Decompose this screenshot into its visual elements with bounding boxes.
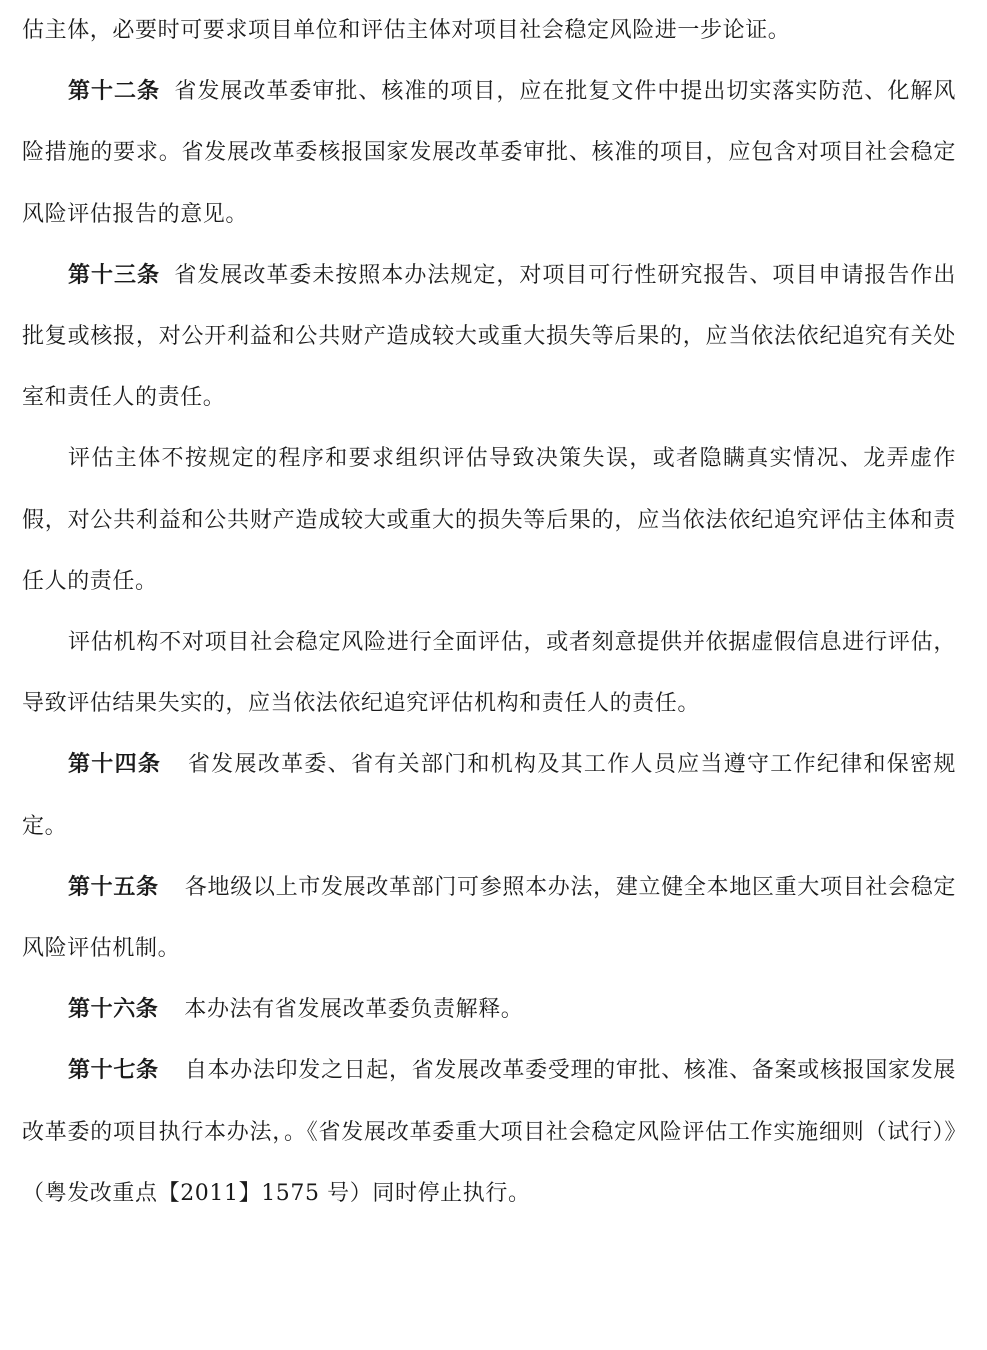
paragraph-continuation xyxy=(22,0,956,61)
article-heading: 第十七条 xyxy=(68,1057,159,1084)
article-heading: 第十四条 xyxy=(68,751,162,778)
paragraph-assessment-agency xyxy=(22,612,956,734)
article-heading: 第十五条 xyxy=(68,873,159,900)
article-13 xyxy=(22,245,956,429)
article-text: 省发展改革委审批、核准的项目，应在批复文件中提出切实落实防范、化解风险措施的要求。省发展改革委核报国家发展改革委审批、核准的项目，应包含对项目社会稳定风险评估报告的意见。 xyxy=(22,79,956,227)
document-body xyxy=(22,0,956,1224)
article-17 xyxy=(22,1040,956,1224)
paragraph-text: 评估机构不对项目社会稳定风险进行全面评估，或者刻意提供并依据虚假信息进行评估，导致评估结果失实的，应当依法依纪追究评估机构和责任人的责任。 xyxy=(22,630,956,717)
article-text: 各地级以上市发展改革部门可参照本办法，建立健全本地区重大项目社会稳定风险评估机制。 xyxy=(22,874,957,962)
article-15 xyxy=(22,857,956,979)
article-16 xyxy=(22,979,956,1040)
paragraph-text: 评估主体不按规定的程序和要求组织评估导致决策失误，或者隐瞒真实情况、龙弄虚作假，对公共利益和公共财产造成较大或重大的损失等后果的，应当依法依纪追究评估主体和责任人的责任。 xyxy=(22,446,956,594)
article-text: 省发展改革委未按照本办法规定，对项目可行性研究报告、项目申请报告作出批复或核报，对公开利益和公共财产造成较大或重大损失等后果的，应当依法依纪追究有关处室和责任人的责任。 xyxy=(22,262,956,411)
article-12 xyxy=(22,61,956,245)
article-heading: 第十六条 xyxy=(68,996,159,1023)
article-14 xyxy=(22,734,956,856)
paragraph-text: 估主体，必要时可要求项目单位和评估主体对项目社会稳定风险进一步论证。 xyxy=(22,18,791,43)
article-heading: 第十三条 xyxy=(68,261,160,288)
article-text: 本办法有省发展改革委负责解释。 xyxy=(184,997,524,1023)
article-text: 自本办法印发之日起，省发展改革委受理的审批、核准、备案或核报国家发展改革委的项目执行本办法，。《省发展改革委重大项目社会稳定风险评估工作实施细则（试行）》（粤发改重点【2011】1575 号）同时停止执行。 xyxy=(22,1058,957,1206)
paragraph-assessment-subject xyxy=(22,428,956,612)
article-heading: 第十二条 xyxy=(68,78,160,105)
article-text: 省发展改革委、省有关部门和机构及其工作人员应当遵守工作纪律和保密规定。 xyxy=(22,752,956,839)
